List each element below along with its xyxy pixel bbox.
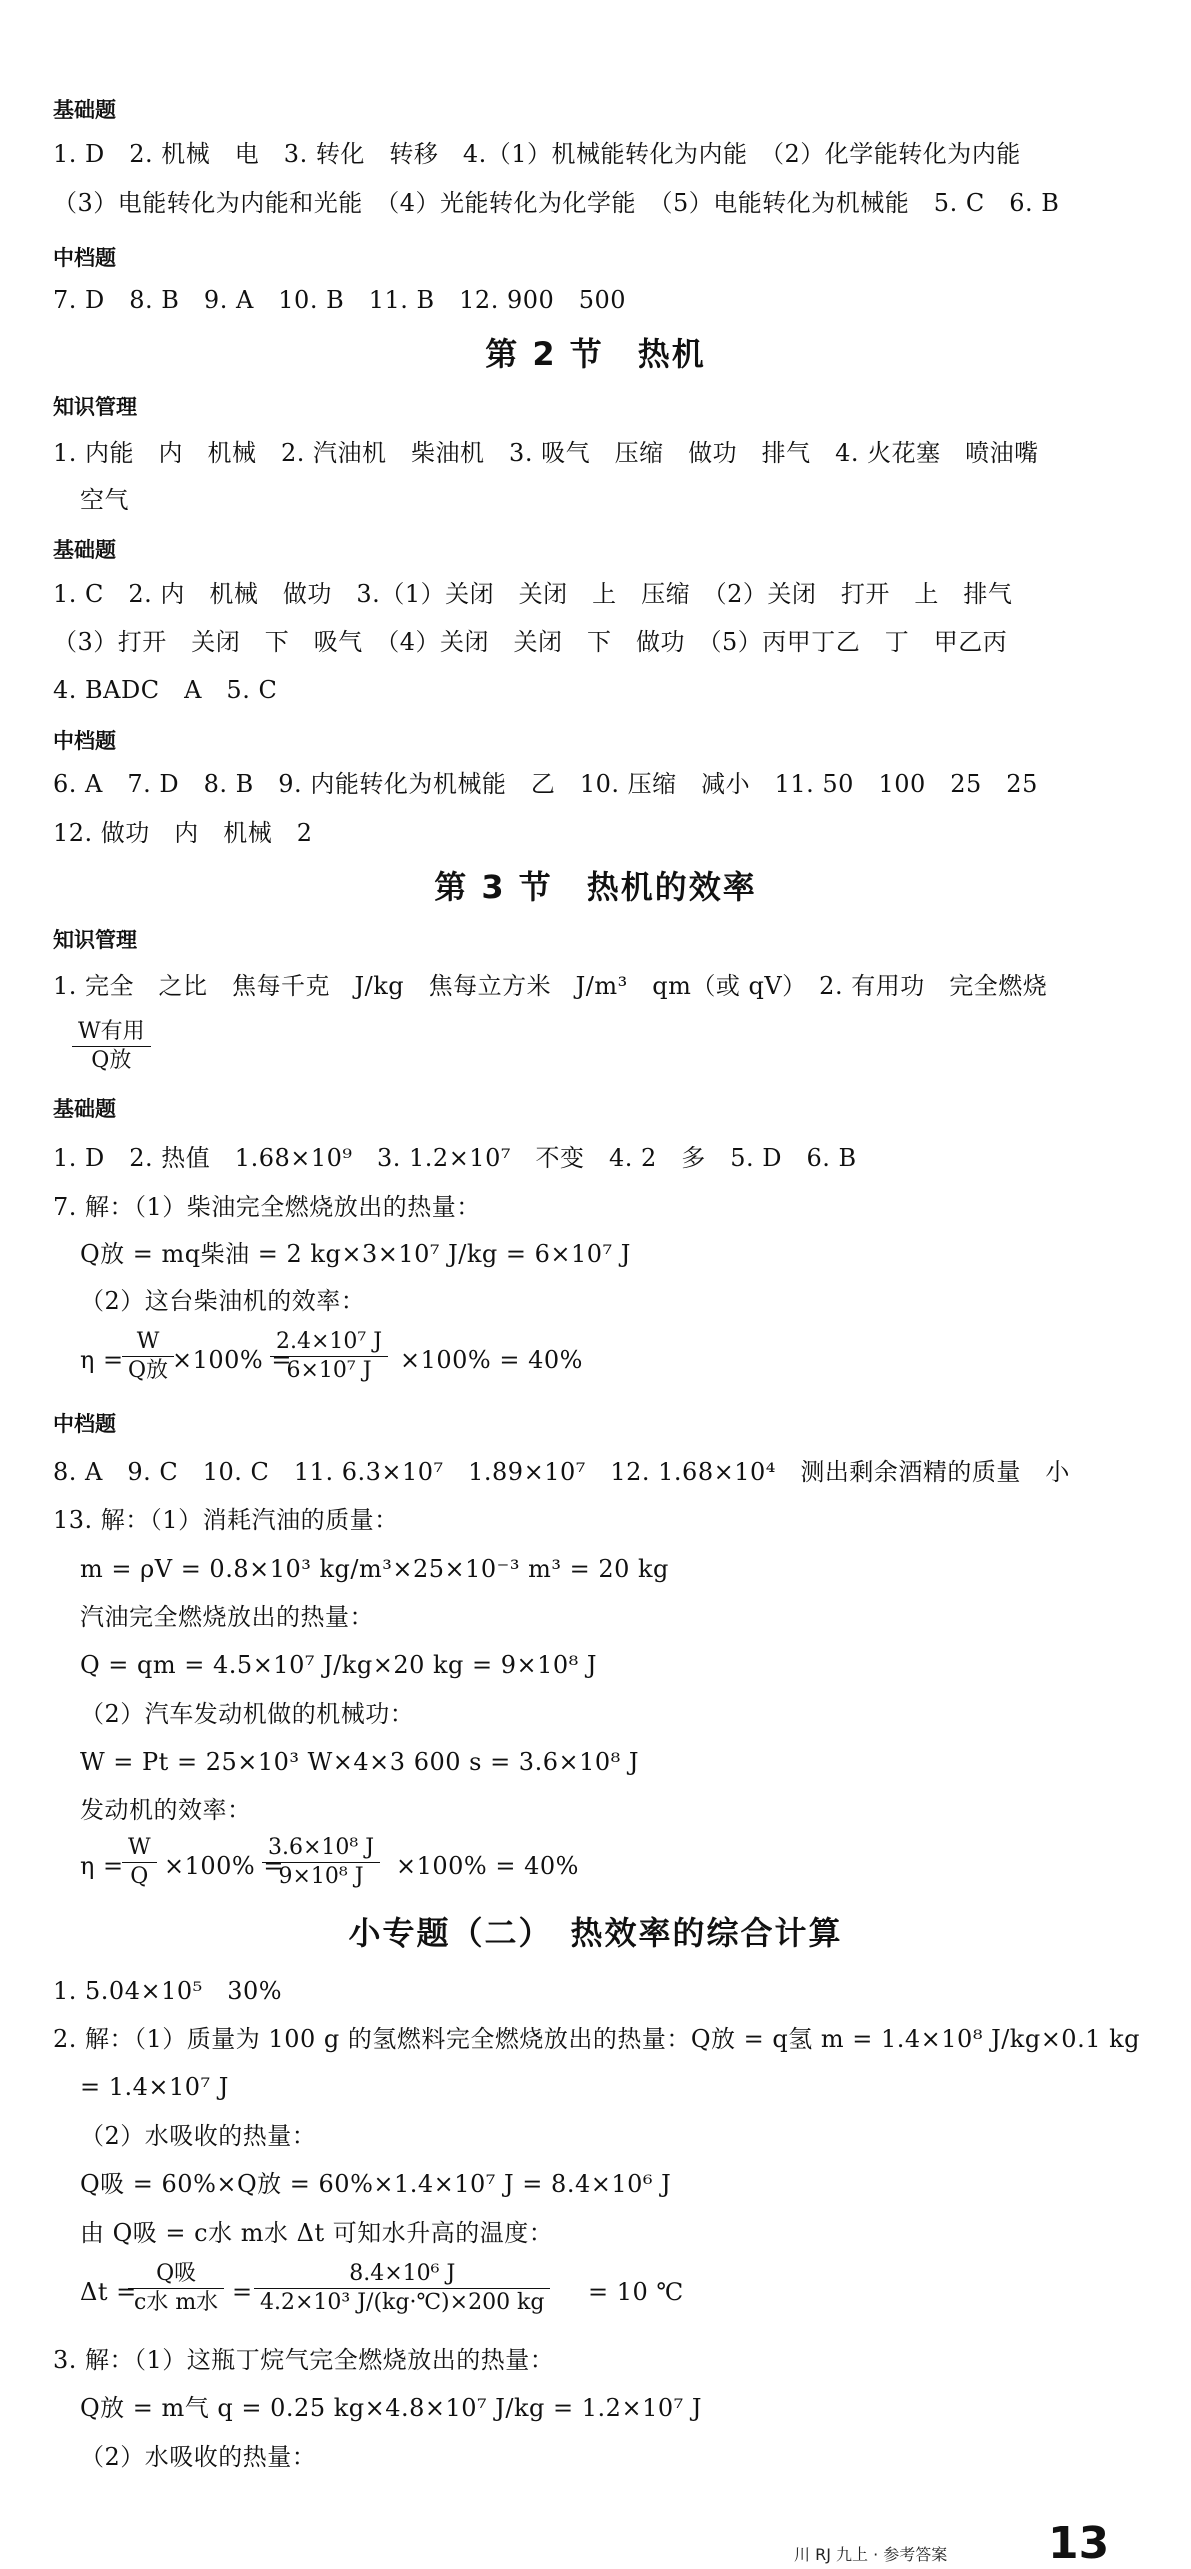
- footer-book-label: 川 RJ 九上 · 参考答案: [794, 2545, 948, 2564]
- equation-line: Q放 = m气 q = 0.25 kg×4.8×10⁷ J/kg = 1.2×10⁷ J: [80, 2394, 702, 2422]
- answer-line: 由 Q吸 = c水 m水 Δt 可知水升高的温度：: [80, 2219, 554, 2247]
- fraction-numerator: W: [128, 1835, 151, 1860]
- answer-line: 汽油完全燃烧放出的热量：: [80, 1603, 374, 1631]
- equation-line: Q放 = mq柴油 = 2 kg×3×10⁷ J/kg = 6×10⁷ J: [80, 1240, 631, 1268]
- label-basic-2: 基础题: [53, 538, 116, 562]
- equation-text: ×100% = 40%: [400, 1346, 583, 1374]
- fraction-denominator: 9×10⁸ J: [262, 1862, 380, 1891]
- fraction-denominator: 4.2×10³ J/(kg·℃)×200 kg: [254, 2288, 550, 2317]
- equation-line: m = ρV = 0.8×10³ kg/m³×25×10⁻³ m³ = 20 kg: [80, 1555, 669, 1583]
- label-knowledge-3: 知识管理: [53, 928, 137, 952]
- fraction-numerator: 3.6×10⁸ J: [268, 1835, 375, 1860]
- delta-t-symbol: Δt =: [80, 2278, 137, 2306]
- fraction-w-over-q: [122, 1328, 174, 1385]
- equation-text: = 10 ℃: [588, 2278, 684, 2306]
- answer-line: 6. A 7. D 8. B 9. 内能转化为机械能 乙 10. 压缩 减小 11. 50 100 25 25: [53, 770, 1038, 798]
- fraction-denominator: 6×10⁷ J: [270, 1356, 388, 1385]
- label-basic-1: 基础题: [53, 98, 116, 122]
- fraction-denominator: Q放: [122, 1356, 174, 1385]
- section-title-special-topic: 小专题（二） 热效率的综合计算: [348, 1914, 843, 1952]
- answer-line: （2）这台柴油机的效率：: [80, 1287, 366, 1315]
- answer-line: 1. D 2. 机械 电 3. 转化 转移 4.（1）机械能转化为内能 （2）化学能转化为内能: [53, 140, 1021, 168]
- answer-line: 1. 5.04×10⁵ 30%: [53, 1977, 283, 2005]
- equation-text: =: [232, 2278, 253, 2306]
- fraction-numerator: 8.4×10⁶ J: [349, 2261, 456, 2286]
- fraction-useful-work: [72, 1018, 151, 1075]
- answer-line: 1. D 2. 热值 1.68×10⁹ 3. 1.2×10⁷ 不变 4. 2 多 5. D 6. B: [53, 1144, 857, 1172]
- answer-line: 7. D 8. B 9. A 10. B 11. B 12. 900 500: [53, 286, 627, 314]
- answer-line: 13. 解：（1）消耗汽油的质量：: [53, 1506, 399, 1534]
- answer-line: 1. C 2. 内 机械 做功 3.（1）关闭 关闭 上 压缩 （2）关闭 打开 上 排气: [53, 580, 1013, 608]
- fraction-numerator: Q吸: [156, 2261, 197, 2286]
- fraction-values: [270, 1328, 388, 1385]
- answer-line: 3. 解：（1）这瓶丁烷气完全燃烧放出的热量：: [53, 2346, 555, 2374]
- answer-line: 空气: [80, 486, 129, 514]
- answer-line: 1. 内能 内 机械 2. 汽油机 柴油机 3. 吸气 压缩 做功 排气 4. 火花塞 喷油嘴: [53, 439, 1039, 467]
- equation-text: ×100% =: [172, 1346, 292, 1374]
- section-title-efficiency: 第 3 节 热机的效率: [434, 868, 757, 906]
- answer-line: 7. 解：（1）柴油完全燃烧放出的热量：: [53, 1193, 481, 1221]
- label-knowledge-2: 知识管理: [53, 395, 137, 419]
- answer-line: 发动机的效率：: [80, 1796, 252, 1824]
- label-mid-2: 中档题: [53, 729, 116, 753]
- fraction-denominator: Q: [122, 1862, 157, 1891]
- answer-line: （2）汽车发动机做的机械功：: [80, 1700, 415, 1728]
- answer-line: 8. A 9. C 10. C 11. 6.3×10⁷ 1.89×10⁷ 12. 1.68×10⁴ 测出剩余酒精的质量 小: [53, 1458, 1070, 1486]
- answer-line: 12. 做功 内 机械 2: [53, 819, 313, 847]
- label-basic-3: 基础题: [53, 1097, 116, 1121]
- fraction-w-over-q: [122, 1834, 157, 1891]
- fraction-numerator: W: [136, 1329, 160, 1354]
- answer-line: 4. BADC A 5. C: [53, 676, 278, 704]
- equation-line: Q = qm = 4.5×10⁷ J/kg×20 kg = 9×10⁸ J: [80, 1651, 598, 1679]
- fraction-numerator: 2.4×10⁷ J: [276, 1329, 383, 1354]
- page-number: 13: [1048, 2518, 1110, 2569]
- eta-symbol: η =: [80, 1346, 124, 1374]
- equation-line: = 1.4×10⁷ J: [80, 2073, 229, 2101]
- section-title-heat-engine: 第 2 节 热机: [485, 335, 706, 373]
- equation-line: W = Pt = 25×10³ W×4×3 600 s = 3.6×10⁸ J: [80, 1748, 639, 1776]
- answer-line: （3）电能转化为内能和光能 （4）光能转化为化学能 （5）电能转化为机械能 5. C 6. B: [53, 189, 1060, 217]
- equation-text: ×100% =: [164, 1852, 284, 1880]
- answer-line: （3）打开 关闭 下 吸气 （4）关闭 关闭 下 做功 （5）丙甲丁乙 丁 甲乙丙: [53, 628, 1008, 656]
- answer-line: （2）水吸收的热量：: [80, 2443, 317, 2471]
- fraction-numerator: W有用: [78, 1019, 145, 1044]
- equation-text: ×100% = 40%: [396, 1852, 579, 1880]
- fraction-values: [254, 2260, 550, 2317]
- answer-line: 1. 完全 之比 焦每千克 J/kg 焦每立方米 J/m³ qm（或 qV） 2. 有用功 完全燃烧: [53, 972, 1048, 1000]
- label-mid-1: 中档题: [53, 246, 116, 270]
- eta-symbol: η =: [80, 1852, 124, 1880]
- fraction-denominator: Q放: [72, 1046, 151, 1075]
- answer-line: 2. 解：（1）质量为 100 g 的氢燃料完全燃烧放出的热量：Q放 = q氢 m = 1.4×10⁸ J/kg×0.1 kg: [53, 2025, 1141, 2053]
- fraction-q-over-cm: [128, 2260, 224, 2317]
- equation-line: Q吸 = 60%×Q放 = 60%×1.4×10⁷ J = 8.4×10⁶ J: [80, 2170, 672, 2198]
- label-mid-3: 中档题: [53, 1412, 116, 1436]
- answer-line: （2）水吸收的热量：: [80, 2122, 317, 2150]
- fraction-denominator: c水 m水: [128, 2288, 224, 2317]
- fraction-values: [262, 1834, 380, 1891]
